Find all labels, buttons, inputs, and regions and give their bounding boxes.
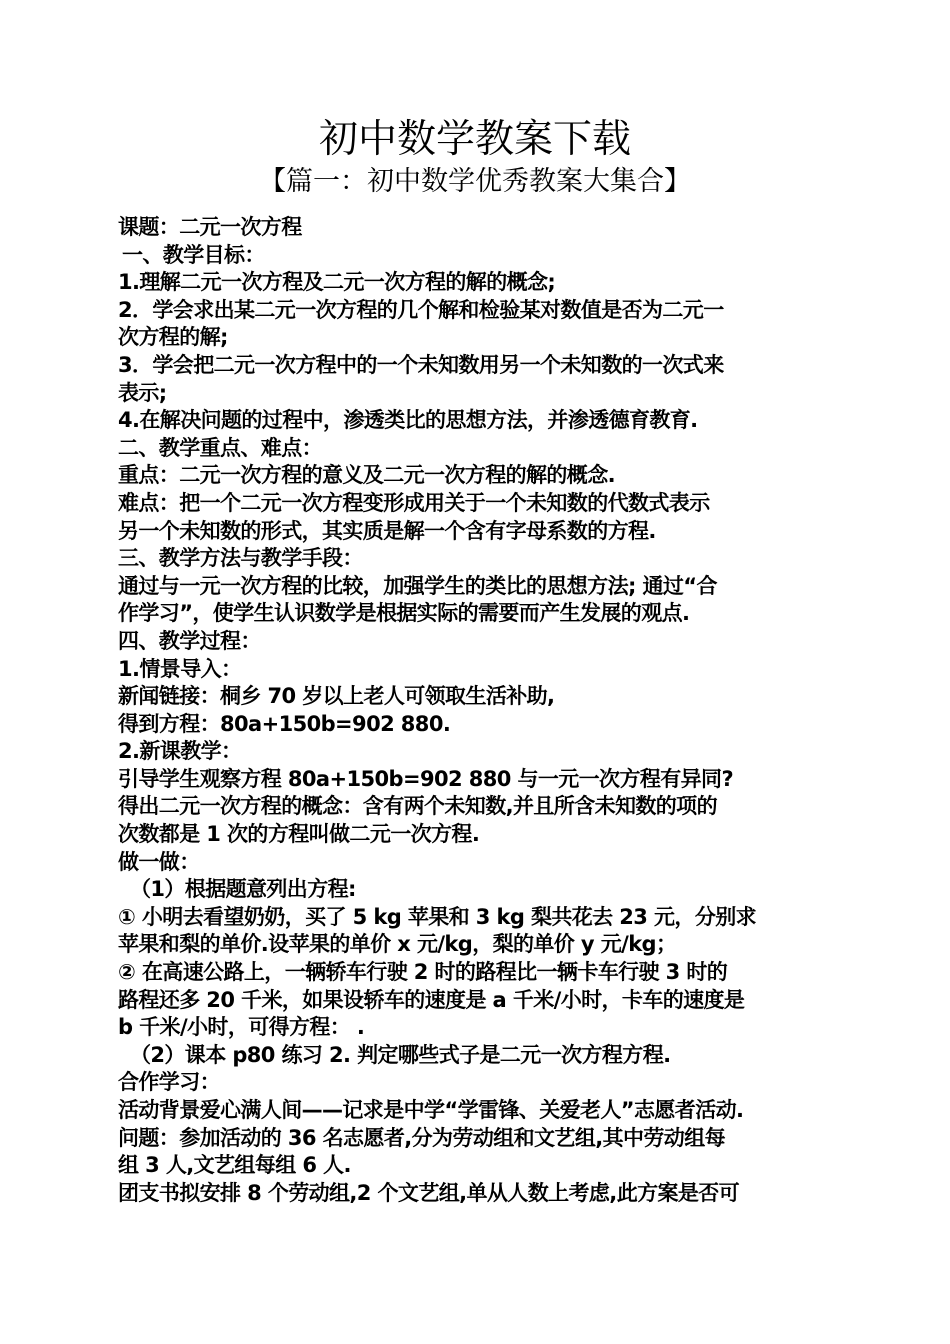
text-line: 四、教学过程： <box>118 628 261 653</box>
text-line: 组 3 人,文艺组每组 6 人. <box>118 1153 351 1178</box>
text-line: 引导学生观察方程 80a+150b=902 880 与一元一次方程有异同? <box>118 766 734 791</box>
text-line: （2）课本 p80 练习 2. 判定哪些式子是二元一次方程方程. <box>130 1042 671 1067</box>
text-line: 次方程的解; <box>118 325 228 350</box>
text-line: 表示; <box>118 380 167 405</box>
text-line: 三、教学方法与教学手段： <box>118 546 363 571</box>
text-line: 二、教学重点、难点： <box>118 435 322 460</box>
text-line: 苹果和梨的单价.设苹果的单价 x 元/kg，梨的单价 y 元/kg； <box>118 932 677 957</box>
text-line: 次数都是 1 次的方程叫做二元一次方程. <box>118 822 480 847</box>
text-line: 一、教学目标： <box>122 242 265 267</box>
text-line: 2.新课教学： <box>118 739 242 764</box>
text-line: 做一做： <box>118 849 200 874</box>
text-line: 得到方程：80a+150b=902 880. <box>118 711 451 736</box>
text-line: b 千米/小时，可得方程： . <box>118 1015 365 1040</box>
text-line: 另一个未知数的形式，其实质是解一个含有字母系数的方程. <box>118 518 656 543</box>
text-line: 3．学会把二元一次方程中的一个未知数用另一个未知数的一次式来 <box>118 352 724 377</box>
text-line: ② 在高速公路上，一辆轿车行驶 2 时的路程比一辆卡车行驶 3 时的 <box>118 960 728 985</box>
document-body <box>118 214 838 1207</box>
text-line: 4.在解决问题的过程中，渗透类比的思想方法，并渗透德育教育. <box>118 408 698 433</box>
text-line: 通过与一元一次方程的比较，加强学生的类比的思想方法; 通过“合 <box>118 573 717 598</box>
text-line: 1.情景导入： <box>118 656 242 681</box>
text-line: 1.理解二元一次方程及二元一次方程的解的概念; <box>118 270 556 295</box>
text-line: （1）根据题意列出方程: <box>130 877 356 902</box>
page-subtitle: 【篇一：初中数学优秀教案大集合】 <box>259 166 691 197</box>
text-line: ① 小明去看望奶奶，买了 5 kg 苹果和 3 kg 梨共花去 23 元，分别求 <box>118 904 757 929</box>
text-line: 2．学会求出某二元一次方程的几个解和检验某对数值是否为二元一 <box>118 297 724 322</box>
text-line: 作学习”，使学生认识数学是根据实际的需要而产生发展的观点. <box>118 601 690 626</box>
text-line: 难点：把一个二元一次方程变形成用关于一个未知数的代数式表示 <box>118 490 710 515</box>
text-line: 得出二元一次方程的概念：含有两个未知数,并且所含未知数的项的 <box>118 794 717 819</box>
text-line: 路程还多 20 千米，如果设轿车的速度是 a 千米/小时，卡车的速度是 <box>118 987 745 1012</box>
text-line: 重点：二元一次方程的意义及二元一次方程的解的概念. <box>118 463 615 488</box>
text-line: 合作学习： <box>118 1070 220 1095</box>
text-line: 活动背景爱心满人间——记求是中学“学雷锋、关爱老人”志愿者活动. <box>118 1098 744 1122</box>
page-title: 初中数学教案下载 <box>318 117 631 162</box>
text-line: 课题：二元一次方程 <box>118 215 302 239</box>
text-line: 新闻链接：桐乡 70 岁以上老人可领取生活补助, <box>118 684 555 709</box>
text-line: 问题：参加活动的 36 名志愿者,分为劳动组和文艺组,其中劳动组每 <box>118 1125 725 1150</box>
text-line: 团支书拟安排 8 个劳动组,2 个文艺组,单从人数上考虑,此方案是否可 <box>118 1180 740 1205</box>
